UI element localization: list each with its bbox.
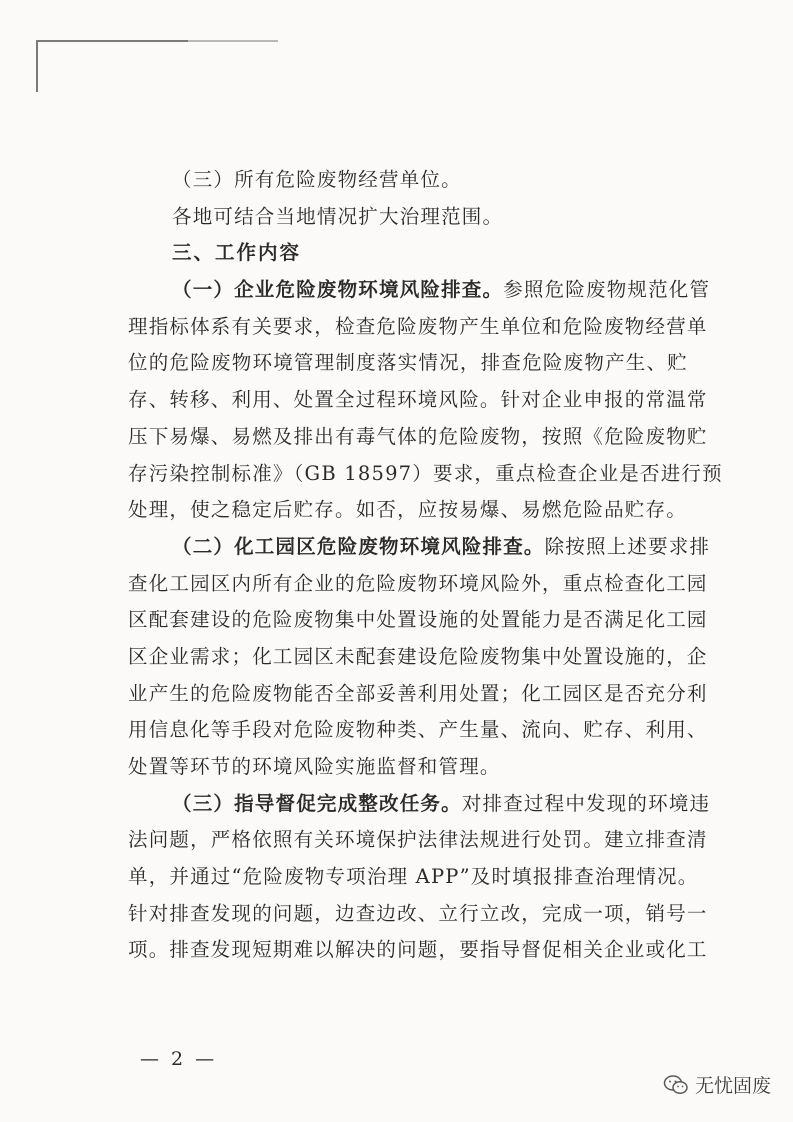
paragraph-line: 针对排查发现的问题，边查边改、立行立改，完成一项，销号一 <box>128 901 708 925</box>
paragraph-line: 位的危险废物环境管理制度落实情况，排查危险废物产生、贮 <box>128 351 688 375</box>
body-line: 各地可结合当地情况扩大治理范围。 <box>172 204 504 228</box>
document-body <box>128 162 723 969</box>
paragraph-line: 处置等环节的环境风险实施监督和管理。 <box>128 755 501 778</box>
watermark-text: 无忧固废 <box>694 1075 771 1097</box>
paragraph-line <box>128 529 711 566</box>
paragraph-lead: （一）企业危险废物环境风险排查。 <box>172 278 504 302</box>
body-line: （三）所有危险废物经营单位。 <box>172 168 462 191</box>
paragraph-line: 法问题，严格依照有关环境保护法律法规进行处罚。建立排查清 <box>128 828 708 852</box>
paragraph-lead: （二）化工园区危险废物环境风险排查。 <box>172 534 545 558</box>
page-number: — 2 — <box>140 1048 218 1070</box>
paragraph-line: 区配套建设的危险废物集中处置设施的处置能力是否满足化工园 <box>128 608 708 632</box>
paragraph-lead: （三）指导督促完成整改任务。 <box>172 791 462 815</box>
paragraph-text: 对排查过程中发现的环境违 <box>461 791 711 815</box>
section-heading: 三、工作内容 <box>172 241 302 265</box>
paragraph-line: 单，并通过“危险废物专项治理 APP”及时填报排查治理情况。 <box>128 865 699 889</box>
paragraph-text: 除按照上述要求排 <box>544 534 711 558</box>
wechat-icon <box>663 1074 689 1096</box>
paragraph-line: 存污染控制标准》（GB 18597）要求，重点检查企业是否进行预 <box>128 461 723 485</box>
paragraph-line: 压下易爆、易燃及排出有毒气体的危险废物，按照《危险废物贮 <box>128 424 708 448</box>
paragraph-line: 业产生的危险废物能否全部妥善利用处置；化工园区是否充分利 <box>128 681 708 705</box>
paragraph-line: 理指标体系有关要求，检查危险废物产生单位和危险废物经营单 <box>128 314 708 338</box>
paragraph-line: 处理，使之稳定后贮存。如否，应按易爆、易燃危险品贮存。 <box>128 498 687 522</box>
paragraph-line <box>128 786 711 823</box>
paragraph-line <box>128 272 711 309</box>
watermark <box>663 1071 771 1098</box>
paragraph-line: 用信息化等手段对危险废物种类、产生量、流向、贮存、利用、 <box>128 718 708 742</box>
paragraph-text: 参照危险废物规范化管 <box>503 278 711 302</box>
paragraph-line: 区企业需求；化工园区未配套建设危险废物集中处置设施的，企 <box>128 644 708 668</box>
scan-corner-mark <box>36 40 188 92</box>
paragraph-line: 存、转移、利用、处置全过程环境风险。针对企业申报的常温常 <box>128 388 708 412</box>
paragraph-line: 查化工园区内所有企业的危险废物环境风险外，重点检查化工园 <box>128 571 708 595</box>
paragraph-line: 项。排查发现短期难以解决的问题，要指导督促相关企业或化工 <box>128 938 708 962</box>
